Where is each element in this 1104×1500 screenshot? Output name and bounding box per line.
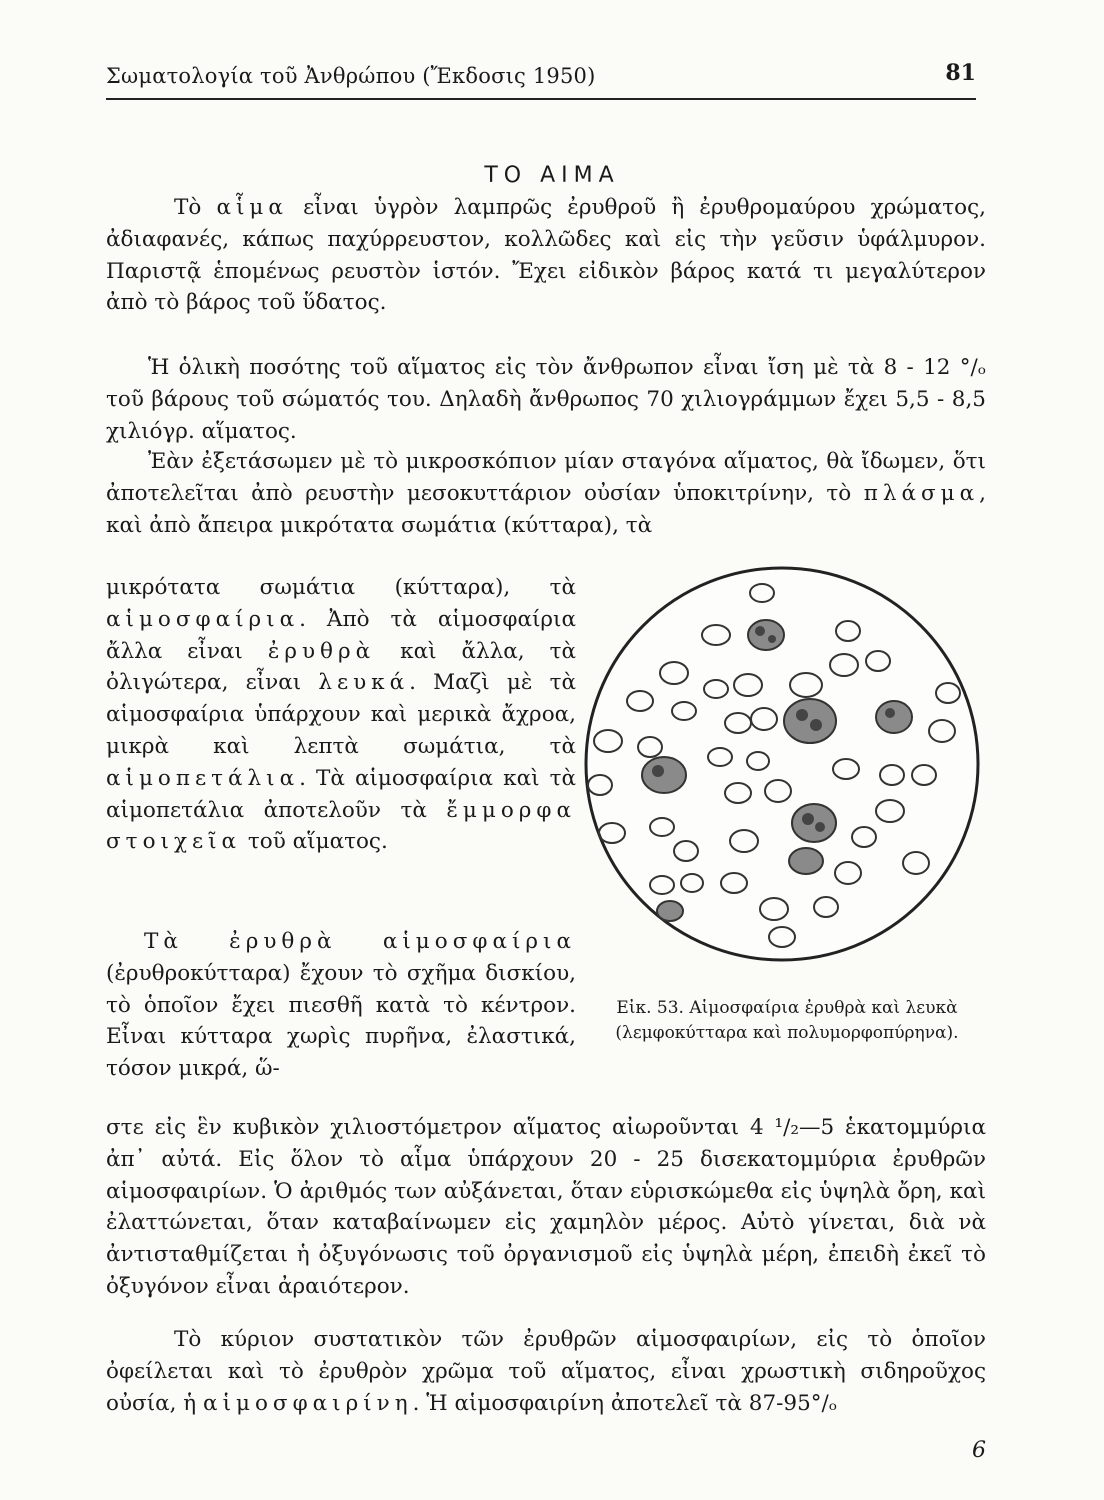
para-text: , καὶ ἀπὸ ἄπειρα μικρότατα σωμάτια (κύτταρα), τὰ — [106, 480, 986, 538]
signature-number: 6 — [972, 1438, 986, 1463]
para-text: μικρότατα σωμάτια (κύτταρα), τὰ — [106, 575, 576, 600]
page-number: 81 — [945, 60, 976, 86]
para-text: . Τὰ αἱμοσφαίρια καὶ τὰ αἱμοπετάλια ἀποτελοῦν τὰ — [106, 765, 576, 823]
paragraph-red-cells-cont: στε εἰς ἓν κυβικὸν χιλιοστόμετρον αἵματος αἰωροῦνται 4 ¹/₂—5 ἑκατομμύρια ἀπ᾽ αὐτά. Εἰς ὅλον τὸ αἷμα ὑπάρχουν 20 - 25 δισεκατομμύρια ἐρυθρῶν αἱμοσφαιρίων. Ὁ ἀριθμός των αὐξάνεται, ὅταν εὑρισκώμεθα εἰς ὑψηλὰ ὄρη, καὶ ἐλαττώνεται, ὅταν καταβαίνωμεν εἰς χαμηλὸν μέρος. Αὐτὸ γίνεται, διὰ νὰ ἀντισταθμίζεται ἡ ὀξυγόνωσις τοῦ ὀργανισμοῦ εἰς ὑψηλὰ μέρη, ἐπειδὴ ἐκεῖ τὸ ὀξυγόνον εἶναι ἀραιότερον. — [106, 1115, 986, 1299]
para-text: Τὸ κύριον συστατικὸν τῶν ἐρυθρῶν αἱμοσφαιρίων, εἰς τὸ ὁποῖον ὀφείλεται καὶ τὸ ἐρυθρὸν χρῶμα τοῦ αἵματος, εἶναι χρωστικὴ σιδηροῦχος οὐσία, ἡ — [106, 1327, 986, 1416]
para-text: . Ἡ αἱμοσφαιρίνη ἀποτελεῖ τὰ 87-95°/ₒ — [412, 1390, 838, 1416]
term-red: ἐρυθρὰ — [267, 638, 376, 664]
paragraph-microscope-cont — [106, 572, 576, 858]
para-text: . Μαζὶ μὲ τὰ αἱμοσφαίρια ὑπάρχουν καὶ μερικὰ ἄχροα, μικρὰ καὶ λεπτὰ σωμάτια, τὰ — [106, 670, 576, 759]
paragraph-quantity: Ἡ ὁλικὴ ποσότης τοῦ αἵματος εἰς τὸν ἄνθρωπον εἶναι ἴση μὲ τὰ 8 - 12 °/ₒ τοῦ βάρους τοῦ σώματός του. Δηλαδὴ ἄνθρωπος 70 χιλιογράμμων ἔχει 5,5 - 8,5 χιλιόγρ. αἵματος. — [106, 355, 986, 444]
para-text: εἶναι ὑγρὸν λαμπρῶς ἐρυθροῦ ἢ ἐρυθρομαύρου χρώματος, ἀδιαφανές, κάπως παχύρρευστον, κολλῶδες καὶ εἰς τὴν γεῦσιν ὑφάλμυρον. Παριστᾷ ἑπομένως ρευστὸν ἱστόν. Ἔχει εἰδικὸν βάρος κατά τι μεγαλύτερον ἀπὸ τὸ βάρος τοῦ ὕδατος. — [106, 195, 986, 316]
term-haemoglobin: αἱμοσφαιρίνη — [203, 1390, 413, 1416]
paragraph-red-cells — [106, 926, 576, 1085]
paragraph-microscope-intro — [106, 446, 986, 542]
term-haemocytes: αἱμοσφαίρια — [106, 606, 300, 632]
section-title: ΤΟ ΑΙΜΑ — [484, 162, 620, 188]
para-text: Ἐὰν ἐξετάσωμεν μὲ τὸ μικροσκόπιον μίαν σταγόνα αἵματος, θὰ ἴδωμεν, ὅτι ἀποτελεῖται ἀπὸ ρευστὴν μεσοκυττάριον οὐσίαν ὑποκιτρίνην, τὸ — [106, 449, 986, 506]
header-title: Σωματολογία τοῦ Ἀνθρώπου (Ἔκδοσις 1950) — [106, 64, 596, 88]
term-blood: αἷμα — [216, 195, 288, 220]
paragraph-intro — [106, 192, 986, 319]
para-text: . Ἀπὸ τὰ αἱμοσφαίρια ἄλλα εἶναι — [106, 606, 576, 664]
para-text: καὶ ἄλλα, τὰ ὀλιγώτερα, εἶναι — [106, 638, 576, 696]
running-header — [106, 58, 976, 100]
term-red-cells: Τὰ ἐρυθρὰ αἱμοσφαίρια — [144, 929, 576, 954]
figure-caption: Εἰκ. 53. Αἱμοσφαίρια ἐρυθρὰ καὶ λευκὰ (λεμφοκύτταρα καὶ πολυμορφοπύρηνα). — [615, 998, 959, 1043]
blood-cells-illustration — [578, 565, 986, 963]
para-text: τοῦ αἵματος. — [247, 829, 388, 855]
term-formed-elements: ἔμμορφα στοιχεῖα — [106, 797, 576, 855]
paragraph-haemoglobin — [106, 1324, 986, 1419]
para-lead: Τὸ — [174, 195, 202, 220]
term-white: λευκά — [318, 670, 410, 696]
para-text: (ἐρυθροκύτταρα) ἔχουν τὸ σχῆμα δισκίου, τὸ ὁποῖον ἔχει πιεσθῆ κατὰ τὸ κέντρον. Εἶναι κύτταρα χωρὶς πυρῆνα, ἐλαστικά, τόσον μικρά, ὥ- — [106, 960, 576, 1082]
term-plasma: πλάσμα — [863, 480, 980, 506]
term-platelets: αἱμοπετάλια — [106, 765, 300, 791]
